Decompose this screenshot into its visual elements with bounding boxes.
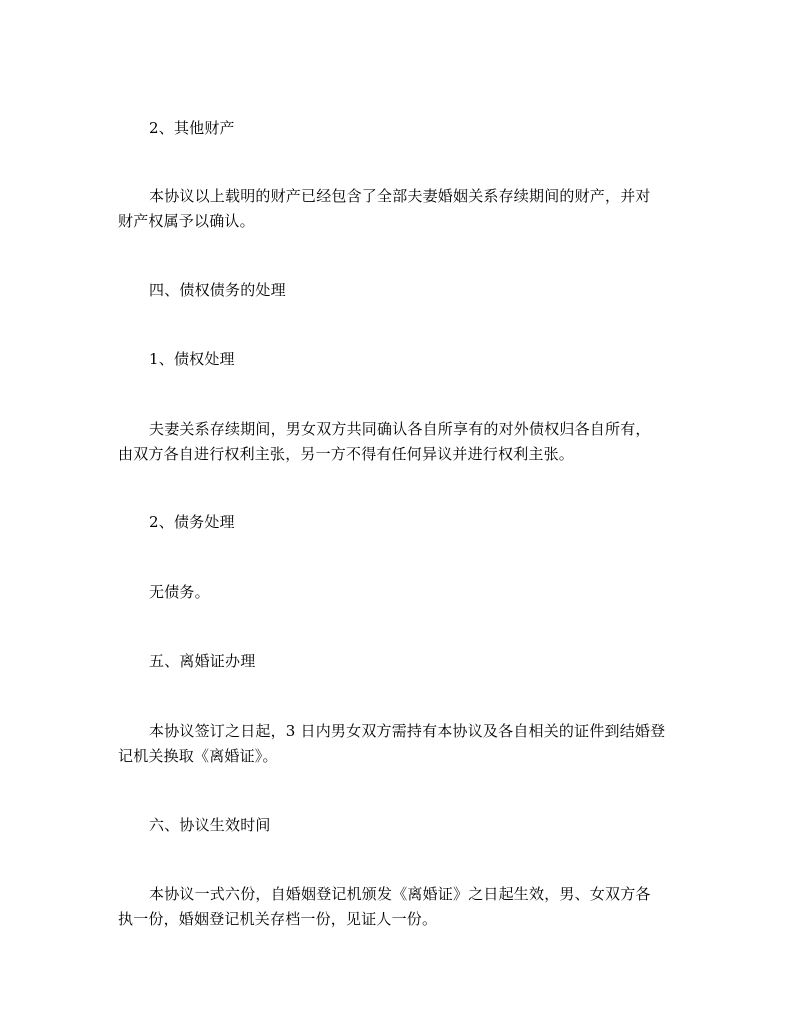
heading-debt-handling: 四、债权债务的处理 — [149, 281, 286, 299]
paragraph-effective-line-1: 本协议一式六份，自婚姻登记机颁发《离婚证》之日起生效，男、女双方各 — [149, 885, 651, 903]
paragraph-property-confirmation-line-1: 本协议以上载明的财产已经包含了全部夫妻婚姻关系存续期间的财产，并对 — [149, 187, 651, 205]
paragraph-effective-line-2: 执一份，婚姻登记机关存档一份，见证人一份。 — [118, 910, 438, 928]
paragraph-certificate-line-1: 本协议签订之日起，3 日内男女双方需持有本协议及各自相关的证件到结婚登 — [149, 722, 666, 740]
heading-liability-handling: 2、债务处理 — [149, 513, 235, 531]
paragraph-property-confirmation-line-2: 财产权属予以确认。 — [118, 212, 255, 230]
heading-other-property: 2、其他财产 — [149, 119, 235, 137]
paragraph-credit-line-1: 夫妻关系存续期间，男女双方共同确认各自所享有的对外债权归各自所有， — [149, 420, 651, 438]
heading-effective-time: 六、协议生效时间 — [149, 816, 271, 834]
heading-credit-handling: 1、债权处理 — [149, 350, 235, 368]
paragraph-credit-line-2: 由双方各自进行权利主张，另一方不得有任何异议并进行权利主张。 — [118, 445, 575, 463]
paragraph-certificate-line-2: 记机关换取《离婚证》。 — [118, 747, 278, 765]
heading-divorce-certificate: 五、离婚证办理 — [149, 652, 256, 670]
paragraph-no-debt: 无债务。 — [149, 583, 210, 601]
